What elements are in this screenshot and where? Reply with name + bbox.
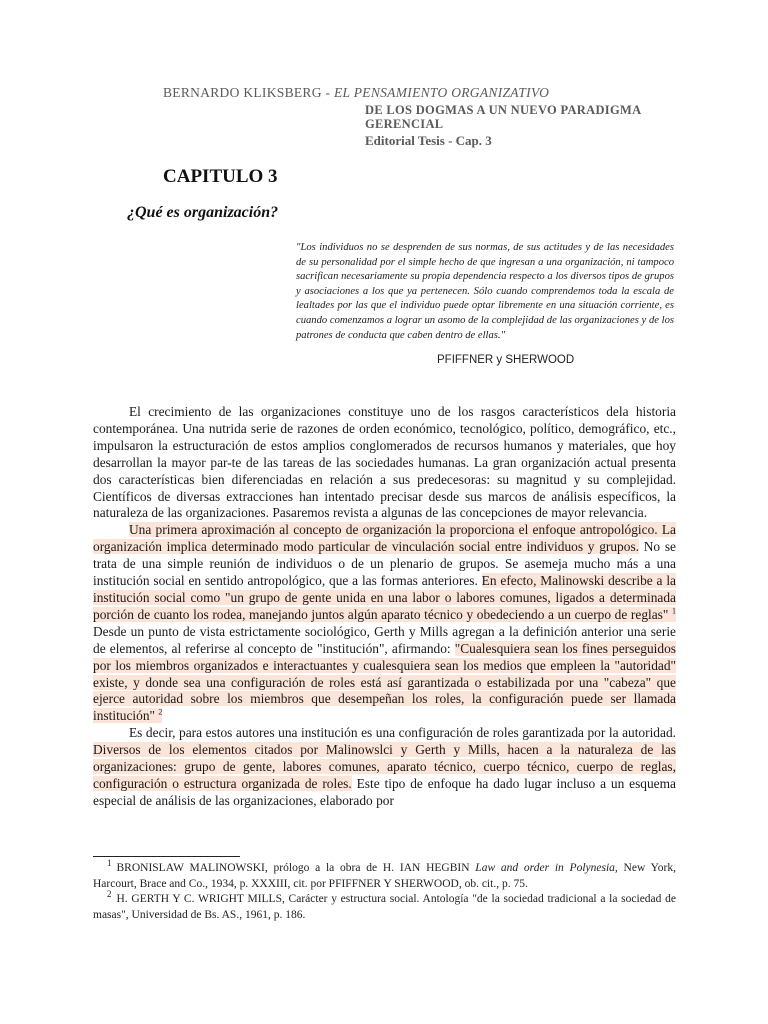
footnote-text: H. GERTH Y C. WRIGHT MILLS, Carácter y estructura social. Antología "de la sociedad tradicional a la sociedad de masas", Universidad de Bs. AS., 1961, p. 186.	[93, 893, 676, 921]
header-subtitle: DE LOS DOGMAS A UN NUEVO PARADIGMA GERENCIAL	[365, 103, 641, 131]
paragraph-1: El crecimiento de las organizaciones constituye uno de los rasgos característicos dela historia contemporánea. Una nutrida serie de razones de orden económico, tecnológico, político, demográfico, etc., impulsaron la estructuración de estos amplios conglomerados de recursos humanos y materiales, que hoy desarrollan la mayor par-te de las tareas de las sociedades humanas. La gran organización actual presenta dos características bien diferenciadas en relación a sus predecesoras: su magnitud y su complejidad. Científicos de diversas extracciones han intentado precisar desde sus marcos de análisis específicos, la naturaleza de las organizaciones. Pasaremos revista a algunas de las concepciones de mayor relevancia.	[93, 404, 676, 521]
text-run: No se trata de una simple reunión de individuos o de un plenario de grupos. Se asemeja mucho más a una institución social en sentido antropológico, que a las formas anteriores.	[93, 539, 677, 589]
header-separator: -	[321, 85, 334, 100]
highlight-text: "Cualesquiera sean los fines perseguidos por los miembros organizados e interactuantes y cualesquiera sean los medios que empleen la "autoridad" existe, y donde sea una configuración de roles está así garantizada o estabilizada por una "cabeza" que ejerce autoridad sobre los miembros que desempeñan los roles, la configuración puede ser llamada institución"	[93, 640, 676, 724]
footnote-ref-2: 2	[158, 707, 163, 717]
footnote-italic: Law and order in Polynesia,	[475, 862, 618, 874]
footnote-ref-1: 1	[672, 606, 676, 616]
header-book-title: EL PENSAMIENTO ORGANIZATIVO	[333, 85, 550, 100]
paragraph-2	[93, 522, 676, 725]
highlight: Diversos de los elementos citados por Malinowslci y Gerth y Mills, hacen a la naturaleza de las organizaciones: grupo de gente, labores comunes, aparato técnico, cuerpo técnico, cuerpo de reglas, configuración o estructura organizada de roles.	[93, 742, 676, 791]
header-publisher: Editorial Tesis - Cap. 3	[365, 133, 492, 148]
epigraph-author: PFIFFNER y SHERWOOD	[437, 354, 575, 366]
header-author: BERNARDO KLIKSBERG	[163, 85, 322, 100]
highlight: Una primera aproximación al concepto de organización la proporciona el enfoque antropológico. La organización implica determinado modo particular de vinculación social entre individuos y grupos.	[93, 522, 676, 555]
text-run: Este tipo de enfoque ha dado lugar incluso a un esquema especial de análisis de las organizaciones, elaborado por	[93, 775, 676, 808]
epigraph-quote: "Los individuos no se desprenden de sus normas, de sus actitudes y de las necesidades de su personalidad por el simple hecho de que ingresan a una organización, ni tampoco sacrifican necesariamente su propia dependencia respecto a los diversos tipos de grupos y asociaciones a los que ya pertenecen. Sólo cuando comprendemos toda la escala de lealtades por las que el individuo puede optar libremente en una situación corriente, es cuando comenzamos a lograr un asomo de la complejidad de las organizaciones y de los patrones de conducta que caben dentro de ellas."	[296, 242, 674, 341]
footnote-divider	[93, 856, 240, 857]
footnote-text: New York, Harcourt, Brace and Co., 1934, p. XXXIII, cit. por PFIFFNER Y SHERWOOD, ob. cit., p. 75.	[93, 862, 676, 890]
section-title: ¿Qué es organización?	[127, 204, 279, 221]
footnote-1	[93, 858, 676, 892]
text-run: Desde un punto de vista estrictamente sociológico, Gerth y Mills agregan a la definición anterior una serie de elementos, al referirse al concepto de "institución", afirmando:	[93, 623, 676, 656]
text-run: Es decir, para estos autores una institución es una configuración de roles garantizada por la autoridad.	[129, 725, 676, 741]
footnote-number: 2	[107, 889, 112, 900]
footnotes	[93, 858, 676, 923]
chapter-title: CAPITULO 3	[163, 166, 278, 187]
footnote-text: BRONISLAW MALINOWSKI, prólogo a la obra de H. IAN HEGBIN	[116, 862, 476, 874]
running-header	[163, 85, 549, 101]
footnote-number: 1	[107, 858, 112, 869]
footnote-2	[93, 889, 676, 923]
paragraph-3	[93, 725, 676, 810]
highlight-text: En efecto, Malinowski describe a la institución social como "un grupo de gente unida en una labor o labores comunes, ligados a determinada porción de cuanto los rodea, manejando juntos algún aparato técnico y obedeciendo a un cuerpo de reglas"	[93, 573, 676, 622]
body-text	[93, 404, 676, 810]
